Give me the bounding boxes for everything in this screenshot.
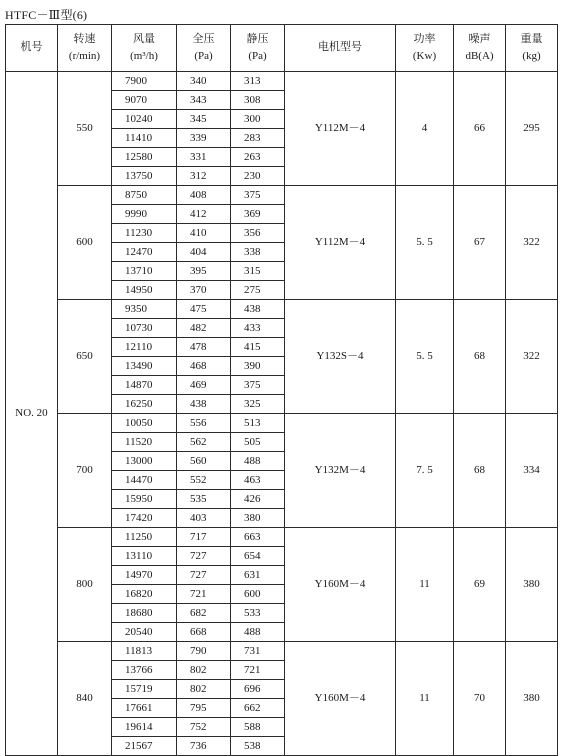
static-pressure-cell: 463 <box>231 471 285 490</box>
static-pressure-cell: 433 <box>231 319 285 338</box>
airflow-cell: 16820 <box>112 585 177 604</box>
speed-cell: 840 <box>58 642 112 756</box>
total-pressure-cell: 562 <box>177 433 231 452</box>
airflow-cell: 13766 <box>112 661 177 680</box>
header-noise-unit: dB(A) <box>465 50 494 62</box>
total-pressure-cell: 795 <box>177 699 231 718</box>
table-row <box>6 186 558 205</box>
header-total-pressure-unit: (Pa) <box>194 50 213 62</box>
airflow-cell: 15950 <box>112 490 177 509</box>
static-pressure-cell: 505 <box>231 433 285 452</box>
speed-cell: 650 <box>58 300 112 414</box>
static-pressure-cell: 230 <box>231 167 285 186</box>
header-weight-label: 重量 <box>520 32 543 45</box>
static-pressure-cell: 600 <box>231 585 285 604</box>
static-pressure-cell: 415 <box>231 338 285 357</box>
total-pressure-cell: 410 <box>177 224 231 243</box>
airflow-cell: 13490 <box>112 357 177 376</box>
airflow-cell: 11520 <box>112 433 177 452</box>
total-pressure-cell: 535 <box>177 490 231 509</box>
total-pressure-cell: 736 <box>177 737 231 756</box>
speed-cell: 600 <box>58 186 112 300</box>
static-pressure-cell: 538 <box>231 737 285 756</box>
airflow-cell: 14970 <box>112 566 177 585</box>
static-pressure-cell: 308 <box>231 91 285 110</box>
total-pressure-cell: 682 <box>177 604 231 623</box>
airflow-cell: 9350 <box>112 300 177 319</box>
total-pressure-cell: 395 <box>177 262 231 281</box>
motor-model-cell: Y160M－4 <box>285 642 396 756</box>
header-static-pressure-unit: (Pa) <box>248 50 267 62</box>
static-pressure-cell: 300 <box>231 110 285 129</box>
header-static-pressure <box>231 25 285 72</box>
table-row <box>6 414 558 433</box>
total-pressure-cell: 404 <box>177 243 231 262</box>
header-machine-no-label: 机号 <box>20 41 43 54</box>
total-pressure-cell: 339 <box>177 129 231 148</box>
header-motor-model <box>285 25 396 72</box>
weight-cell: 322 <box>506 186 558 300</box>
total-pressure-cell: 727 <box>177 547 231 566</box>
total-pressure-cell: 560 <box>177 452 231 471</box>
noise-cell: 66 <box>454 72 506 186</box>
header-noise-label: 噪声 <box>468 32 491 45</box>
static-pressure-cell: 325 <box>231 395 285 414</box>
static-pressure-cell: 488 <box>231 623 285 642</box>
total-pressure-cell: 468 <box>177 357 231 376</box>
total-pressure-cell: 331 <box>177 148 231 167</box>
header-speed-unit: (r/min) <box>68 50 101 62</box>
machine-no-cell: NO. 20 <box>6 72 58 756</box>
header-speed-label: 转速 <box>73 32 96 45</box>
header-airflow-label: 风量 <box>133 32 155 45</box>
header-machine-no <box>6 25 58 72</box>
total-pressure-cell: 343 <box>177 91 231 110</box>
total-pressure-cell: 752 <box>177 718 231 737</box>
static-pressure-cell: 533 <box>231 604 285 623</box>
motor-model-cell: Y132M－4 <box>285 414 396 528</box>
header-airflow <box>112 25 177 72</box>
header-total-pressure <box>177 25 231 72</box>
airflow-cell: 13710 <box>112 262 177 281</box>
airflow-cell: 10730 <box>112 319 177 338</box>
static-pressure-cell: 275 <box>231 281 285 300</box>
airflow-cell: 12580 <box>112 148 177 167</box>
header-airflow-unit: (m³/h) <box>130 50 158 62</box>
static-pressure-cell: 663 <box>231 528 285 547</box>
header-power-label: 功率 <box>413 32 436 45</box>
noise-cell: 68 <box>454 414 506 528</box>
static-pressure-cell: 375 <box>231 376 285 395</box>
total-pressure-cell: 556 <box>177 414 231 433</box>
static-pressure-cell: 513 <box>231 414 285 433</box>
total-pressure-cell: 727 <box>177 566 231 585</box>
total-pressure-cell: 340 <box>177 72 231 91</box>
total-pressure-cell: 370 <box>177 281 231 300</box>
airflow-cell: 12110 <box>112 338 177 357</box>
airflow-cell: 12470 <box>112 243 177 262</box>
total-pressure-cell: 438 <box>177 395 231 414</box>
weight-cell: 295 <box>506 72 558 186</box>
static-pressure-cell: 356 <box>231 224 285 243</box>
speed-cell: 550 <box>58 72 112 186</box>
airflow-cell: 16250 <box>112 395 177 414</box>
static-pressure-cell: 731 <box>231 642 285 661</box>
total-pressure-cell: 552 <box>177 471 231 490</box>
header-weight <box>506 25 558 72</box>
static-pressure-cell: 315 <box>231 262 285 281</box>
airflow-cell: 18680 <box>112 604 177 623</box>
header-motor-model-label: 电机型号 <box>318 41 362 54</box>
static-pressure-cell: 438 <box>231 300 285 319</box>
motor-model-cell: Y112M－4 <box>285 72 396 186</box>
power-cell: 7. 5 <box>396 414 454 528</box>
static-pressure-cell: 654 <box>231 547 285 566</box>
airflow-cell: 19614 <box>112 718 177 737</box>
fan-spec-table <box>5 24 558 756</box>
total-pressure-cell: 721 <box>177 585 231 604</box>
total-pressure-cell: 345 <box>177 110 231 129</box>
static-pressure-cell: 263 <box>231 148 285 167</box>
static-pressure-cell: 375 <box>231 186 285 205</box>
airflow-cell: 9070 <box>112 91 177 110</box>
total-pressure-cell: 312 <box>177 167 231 186</box>
header-total-pressure-label: 全压 <box>192 32 215 45</box>
airflow-cell: 14950 <box>112 281 177 300</box>
table-body <box>6 72 558 756</box>
noise-cell: 69 <box>454 528 506 642</box>
static-pressure-cell: 283 <box>231 129 285 148</box>
table-row <box>6 72 558 91</box>
total-pressure-cell: 478 <box>177 338 231 357</box>
total-pressure-cell: 412 <box>177 205 231 224</box>
noise-cell: 70 <box>454 642 506 756</box>
airflow-cell: 20540 <box>112 623 177 642</box>
weight-cell: 322 <box>506 300 558 414</box>
static-pressure-cell: 588 <box>231 718 285 737</box>
static-pressure-cell: 313 <box>231 72 285 91</box>
airflow-cell: 11813 <box>112 642 177 661</box>
motor-model-cell: Y160M－4 <box>285 528 396 642</box>
total-pressure-cell: 408 <box>177 186 231 205</box>
static-pressure-cell: 390 <box>231 357 285 376</box>
static-pressure-cell: 696 <box>231 680 285 699</box>
static-pressure-cell: 380 <box>231 509 285 528</box>
airflow-cell: 7900 <box>112 72 177 91</box>
motor-model-cell: Y112M－4 <box>285 186 396 300</box>
static-pressure-cell: 721 <box>231 661 285 680</box>
airflow-cell: 17661 <box>112 699 177 718</box>
static-pressure-cell: 488 <box>231 452 285 471</box>
airflow-cell: 8750 <box>112 186 177 205</box>
table-row <box>6 300 558 319</box>
total-pressure-cell: 482 <box>177 319 231 338</box>
noise-cell: 68 <box>454 300 506 414</box>
weight-cell: 334 <box>506 414 558 528</box>
total-pressure-cell: 668 <box>177 623 231 642</box>
airflow-cell: 17420 <box>112 509 177 528</box>
header-speed <box>58 25 112 72</box>
airflow-cell: 14870 <box>112 376 177 395</box>
table-row <box>6 642 558 661</box>
speed-cell: 800 <box>58 528 112 642</box>
header-static-pressure-label: 静压 <box>246 32 269 45</box>
airflow-cell: 11410 <box>112 129 177 148</box>
speed-cell: 700 <box>58 414 112 528</box>
airflow-cell: 13000 <box>112 452 177 471</box>
header-power-unit: (Kw) <box>412 50 437 62</box>
table-title: HTFC－Ⅲ型(6) <box>5 8 88 22</box>
static-pressure-cell: 426 <box>231 490 285 509</box>
header-noise <box>454 25 506 72</box>
power-cell: 11 <box>396 642 454 756</box>
static-pressure-cell: 662 <box>231 699 285 718</box>
total-pressure-cell: 469 <box>177 376 231 395</box>
airflow-cell: 13750 <box>112 167 177 186</box>
airflow-cell: 10240 <box>112 110 177 129</box>
airflow-cell: 11250 <box>112 528 177 547</box>
airflow-cell: 14470 <box>112 471 177 490</box>
header-weight-unit: (kg) <box>522 50 541 62</box>
total-pressure-cell: 403 <box>177 509 231 528</box>
airflow-cell: 9990 <box>112 205 177 224</box>
airflow-cell: 21567 <box>112 737 177 756</box>
static-pressure-cell: 338 <box>231 243 285 262</box>
airflow-cell: 11230 <box>112 224 177 243</box>
header-row <box>6 25 558 72</box>
airflow-cell: 10050 <box>112 414 177 433</box>
static-pressure-cell: 369 <box>231 205 285 224</box>
weight-cell: 380 <box>506 528 558 642</box>
noise-cell: 67 <box>454 186 506 300</box>
total-pressure-cell: 717 <box>177 528 231 547</box>
total-pressure-cell: 802 <box>177 680 231 699</box>
motor-model-cell: Y132S－4 <box>285 300 396 414</box>
header-power <box>396 25 454 72</box>
total-pressure-cell: 802 <box>177 661 231 680</box>
static-pressure-cell: 631 <box>231 566 285 585</box>
power-cell: 5. 5 <box>396 186 454 300</box>
weight-cell: 380 <box>506 642 558 756</box>
table-row <box>6 528 558 547</box>
airflow-cell: 15719 <box>112 680 177 699</box>
total-pressure-cell: 475 <box>177 300 231 319</box>
airflow-cell: 13110 <box>112 547 177 566</box>
power-cell: 11 <box>396 528 454 642</box>
total-pressure-cell: 790 <box>177 642 231 661</box>
power-cell: 4 <box>396 72 454 186</box>
power-cell: 5. 5 <box>396 300 454 414</box>
